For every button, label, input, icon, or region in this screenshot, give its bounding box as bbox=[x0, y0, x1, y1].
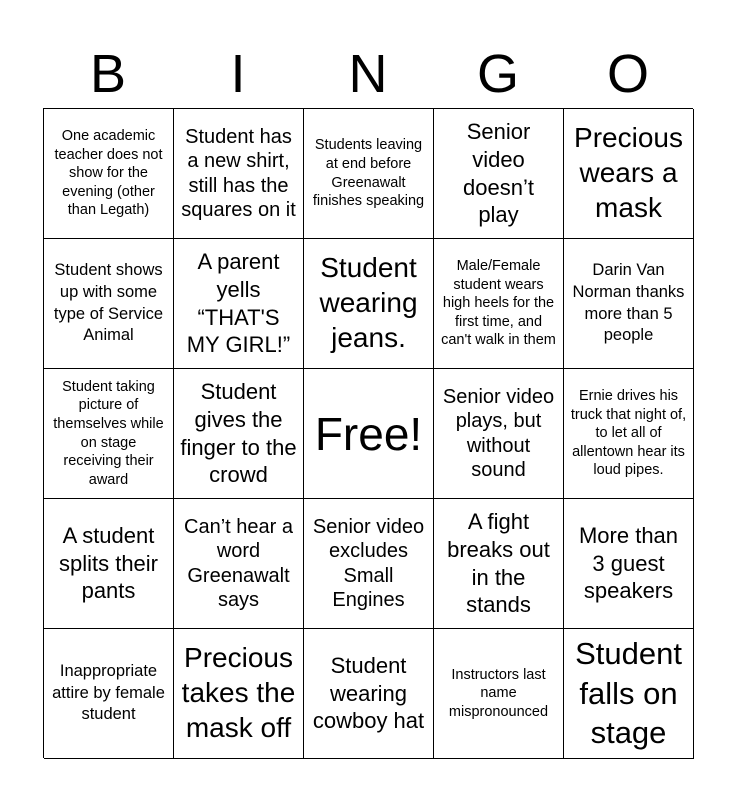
cell-text: Ernie drives his truck that night of, to let all of allentown hear its loud pipes. bbox=[570, 388, 687, 479]
bingo-cell[interactable] bbox=[564, 629, 694, 759]
bingo-cell[interactable] bbox=[434, 109, 564, 239]
bingo-cell[interactable] bbox=[304, 109, 434, 239]
bingo-cell[interactable] bbox=[174, 109, 304, 239]
bingo-cell[interactable] bbox=[174, 239, 304, 369]
bingo-cell[interactable] bbox=[44, 239, 174, 369]
bingo-cell[interactable] bbox=[44, 109, 174, 239]
bingo-cell[interactable] bbox=[174, 369, 304, 499]
bingo-cell[interactable] bbox=[564, 499, 694, 629]
cell-text: Student falls on stage bbox=[575, 636, 682, 751]
cell-text: Male/Female student wears high heels for the first time, and can't walk in them bbox=[441, 258, 556, 349]
free-space-cell[interactable] bbox=[304, 369, 434, 499]
bingo-cell[interactable] bbox=[174, 629, 304, 759]
cell-text: Can’t hear a word Greenawalt says bbox=[184, 515, 293, 611]
cell-text: Senior video doesn’t play bbox=[463, 118, 534, 228]
cell-text: Student has a new shirt, still has the squares on it bbox=[181, 125, 296, 221]
bingo-cell[interactable] bbox=[434, 499, 564, 629]
bingo-cell[interactable] bbox=[44, 499, 174, 629]
cell-text: Student shows up with some type of Service Animal bbox=[53, 260, 164, 345]
cell-text: Students leaving at end before Greenawalt finishes speaking bbox=[312, 137, 425, 210]
free-space-text: Free! bbox=[314, 407, 423, 460]
cell-text: A student splits their pants bbox=[58, 522, 159, 604]
bingo-cell[interactable] bbox=[304, 239, 434, 369]
cell-text: Student gives the finger to the crowd bbox=[180, 378, 297, 488]
cell-text: Student wearing cowboy hat bbox=[312, 652, 425, 734]
bingo-header bbox=[43, 44, 693, 104]
header-letter-b: B bbox=[89, 44, 127, 104]
cell-text: Student wearing jeans. bbox=[319, 252, 418, 353]
bingo-board bbox=[43, 108, 693, 758]
bingo-cell[interactable] bbox=[434, 239, 564, 369]
header-letter-o: O bbox=[606, 44, 649, 104]
bingo-cell[interactable] bbox=[174, 499, 304, 629]
bingo-cell[interactable] bbox=[564, 109, 694, 239]
cell-text: More than 3 guest speakers bbox=[578, 522, 679, 604]
bingo-cell[interactable] bbox=[564, 239, 694, 369]
cell-text: Senior video excludes Small Engines bbox=[312, 515, 425, 611]
header-letter-g: G bbox=[476, 44, 519, 104]
bingo-cell[interactable] bbox=[44, 629, 174, 759]
cell-text: Student taking picture of themselves while on stage receiving their award bbox=[53, 378, 164, 488]
bingo-cell[interactable] bbox=[44, 369, 174, 499]
cell-text: Inappropriate attire by female student bbox=[52, 661, 165, 724]
bingo-cell[interactable] bbox=[434, 369, 564, 499]
header-letter-i: I bbox=[230, 44, 246, 104]
bingo-cell[interactable] bbox=[564, 369, 694, 499]
bingo-cell[interactable] bbox=[304, 629, 434, 759]
cell-text: A fight breaks out in the stands bbox=[447, 508, 550, 618]
bingo-cell[interactable] bbox=[434, 629, 564, 759]
cell-text: A parent yells “THAT'S MY GIRL!” bbox=[186, 248, 291, 358]
header-letter-n: N bbox=[348, 44, 388, 104]
cell-text: Precious wears a mask bbox=[574, 122, 683, 223]
cell-text: Instructors last name mispronounced bbox=[448, 666, 549, 720]
bingo-cell[interactable] bbox=[304, 499, 434, 629]
cell-text: Precious takes the mask off bbox=[181, 642, 296, 743]
cell-text: Senior video plays, but without sound bbox=[442, 385, 555, 481]
cell-text: Darin Van Norman thanks more than 5 people bbox=[572, 260, 685, 345]
cell-text: One academic teacher does not show for the evening (other than Legath) bbox=[54, 128, 163, 219]
